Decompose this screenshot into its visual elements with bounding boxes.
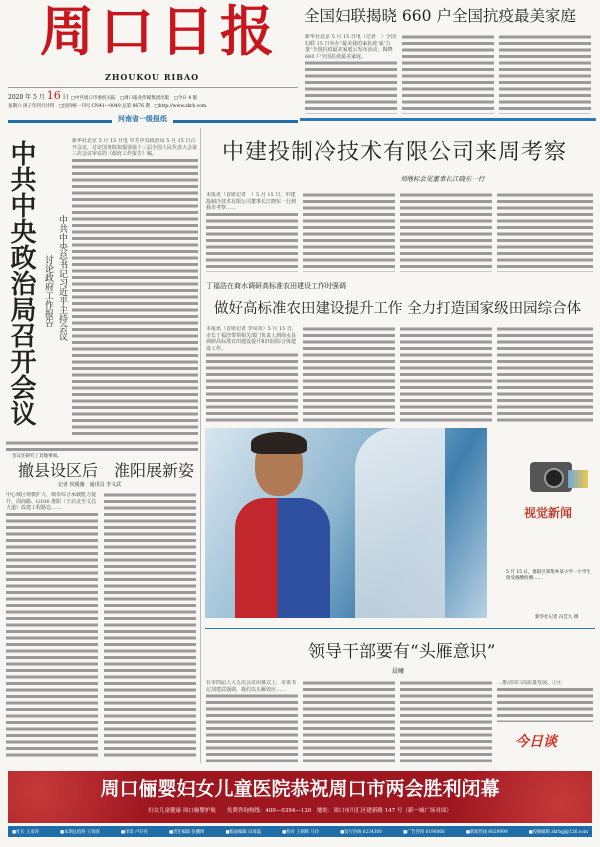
- text-column: [104, 492, 196, 760]
- text-column: [400, 192, 492, 272]
- huaiyang-lead: 中心城区规模扩大，城市综合承载能力提升，周商路、G106 淮阳（王店北至文昌大道）改建工程路边……: [6, 492, 97, 511]
- ad-tagline: 妇女儿童健康 周口俪婴护航: [148, 808, 216, 814]
- medical-worker: [355, 428, 445, 618]
- footer-item: ■新闻热线 6029999: [465, 829, 508, 835]
- commentary-lead: 在市四届人大五次会议闭幕式上，市委书记刘建武强调，我们以头雁效应……: [206, 680, 297, 693]
- ad-address: 地址：周口市川汇区建新路 147 号（新一城广场对面）: [316, 808, 452, 814]
- zhongjian-sub: 刘继标会见董事长江晓东一行: [400, 175, 485, 183]
- lead-story-sub1: 中共中央总书记习近平主持会议: [57, 215, 67, 341]
- huaiyang-headline: 撤县设区后 淮阳展新姿: [18, 461, 195, 480]
- footer-item: ■社长 王彦涛: [12, 829, 39, 835]
- child-jacket: [235, 498, 330, 618]
- footer-item: ■发行热线 6234300: [340, 829, 382, 835]
- date-year: 2020 年 5 月: [8, 94, 45, 101]
- decor-shape: [568, 470, 588, 488]
- masthead-info2: □国内统一刊号 CN41—0049 总第 8676 期 □http://www.zkrb.com: [58, 104, 207, 109]
- text-column: [303, 326, 395, 424]
- date-day: 16: [46, 89, 61, 102]
- lead-story-headline: 中共中央政治局召开会议: [6, 140, 36, 426]
- lead-story-sub2: 讨论政府工作报告: [43, 255, 53, 327]
- farmland-headline: 做好高标准农田建设提升工作 全力打造国家级田园综合体: [214, 301, 582, 317]
- weekday: 星期六 庚子年四月廿四: [8, 104, 55, 109]
- text-column: [402, 34, 494, 114]
- ad-hotline: 免费咨询热线：400—0394—120: [226, 808, 312, 814]
- zhongjian-headline: 中建投制冷技术有限公司来周考察: [222, 140, 568, 165]
- ad-info: [8, 808, 592, 815]
- masthead-info1: □中共周口市委机关报 □周口报业传媒集团出版 □今日 4 版: [70, 96, 198, 101]
- camera-icon: [530, 462, 572, 492]
- commentary-headline: 领导干部要有“头雁意识”: [308, 642, 496, 662]
- masthead-info-row2: [8, 104, 206, 110]
- date-line: [8, 90, 300, 104]
- text-column: [6, 440, 198, 453]
- child-hair: [251, 432, 307, 454]
- footer-item: ■版面编辑 田琦磊: [225, 829, 262, 835]
- farmland-lead: 本报讯（首席记者 李凤章）5 月 15 日，市长丁福浩带领相关部门负责人到商水县调研高标准农田建设提升和田园综合体建设工作。: [206, 326, 297, 352]
- photo-caption: 5 月 15 日，淮阳区郑集乡某小学一小学生接受核酸检测……: [506, 570, 591, 581]
- zhongjian-lead: 本报讯（首席记者 ）5 月 15 日，中建投制冷技术有限公司董事长江晓东一行到我市考察……: [206, 192, 297, 211]
- text-column: [400, 680, 492, 762]
- farmland-kicker: 丁福浩在商水调研高标准农田建设工作时强调: [206, 282, 346, 290]
- top-story-lead: 新华社北京 5 月 15 日电（记者 ）全国妇联 15 日举办“最美我的家抗疫‘家’力量”全国抗疫最美家庭云发布活动，揭晓 660 户全国抗疫最美家庭。: [305, 34, 396, 60]
- date-suffix: 日: [62, 94, 69, 101]
- footer-item: ■广告咨询 6190066: [402, 829, 445, 835]
- photo-news-label: 视觉新闻: [524, 506, 573, 520]
- photo-credit: 新华社记者 冯艺九 摄: [535, 615, 579, 620]
- masthead-banner: 河南省一级报纸: [112, 115, 173, 124]
- section-rule: [300, 118, 596, 121]
- footer-item: ■本期总值班 王锦春: [60, 829, 100, 835]
- footer-item: ■责任编辑 张鹏明: [168, 829, 205, 835]
- footer-bar: [8, 826, 592, 837]
- commentary-end: …推动周口高质量发展。①④: [497, 680, 593, 687]
- commentary-author: 晨曦: [392, 668, 405, 675]
- ad-banner[interactable]: [8, 771, 592, 823]
- footer-item[interactable]: ■投稿邮箱 zkrbgj@126.com: [528, 829, 588, 835]
- footer-item: ■审读 卢轩亮: [120, 829, 148, 835]
- text-column: [303, 192, 395, 272]
- footer-item: ■校对 王朝辉 马玲: [282, 829, 320, 835]
- masthead-logo: 周口日报: [40, 0, 280, 63]
- masthead-english: ZHOUKOU RIBAO: [105, 72, 200, 82]
- top-story-headline: 全国妇联揭晓 660 户全国抗疫最美家庭: [304, 7, 576, 25]
- news-photo: [205, 428, 487, 618]
- text-column: [497, 192, 593, 272]
- text-column: [499, 34, 591, 114]
- column-divider: [200, 128, 201, 763]
- lead-story-lead: 新华社北京 5 月 15 日电 中共中央政治局 5 月 15 日召开会议，讨论国务院拟提请第十三届全国人民代表大会第三次会议审议的《政府工作报告》稿。: [72, 138, 198, 157]
- huaiyang-byline: 记者 侯俊豫 通讯员 李文武: [58, 482, 122, 488]
- text-column: [303, 680, 395, 762]
- lead-story-end: 会议还研究了其他事项。: [12, 454, 62, 459]
- ad-headline: 周口俪婴妇女儿童医院恭祝周口市两会胜利闭幕: [100, 778, 500, 800]
- text-column: [497, 326, 593, 424]
- column-logo: 今日谈: [515, 734, 557, 750]
- text-column: [400, 326, 492, 424]
- section-rule: [205, 628, 595, 629]
- divider: [8, 87, 298, 88]
